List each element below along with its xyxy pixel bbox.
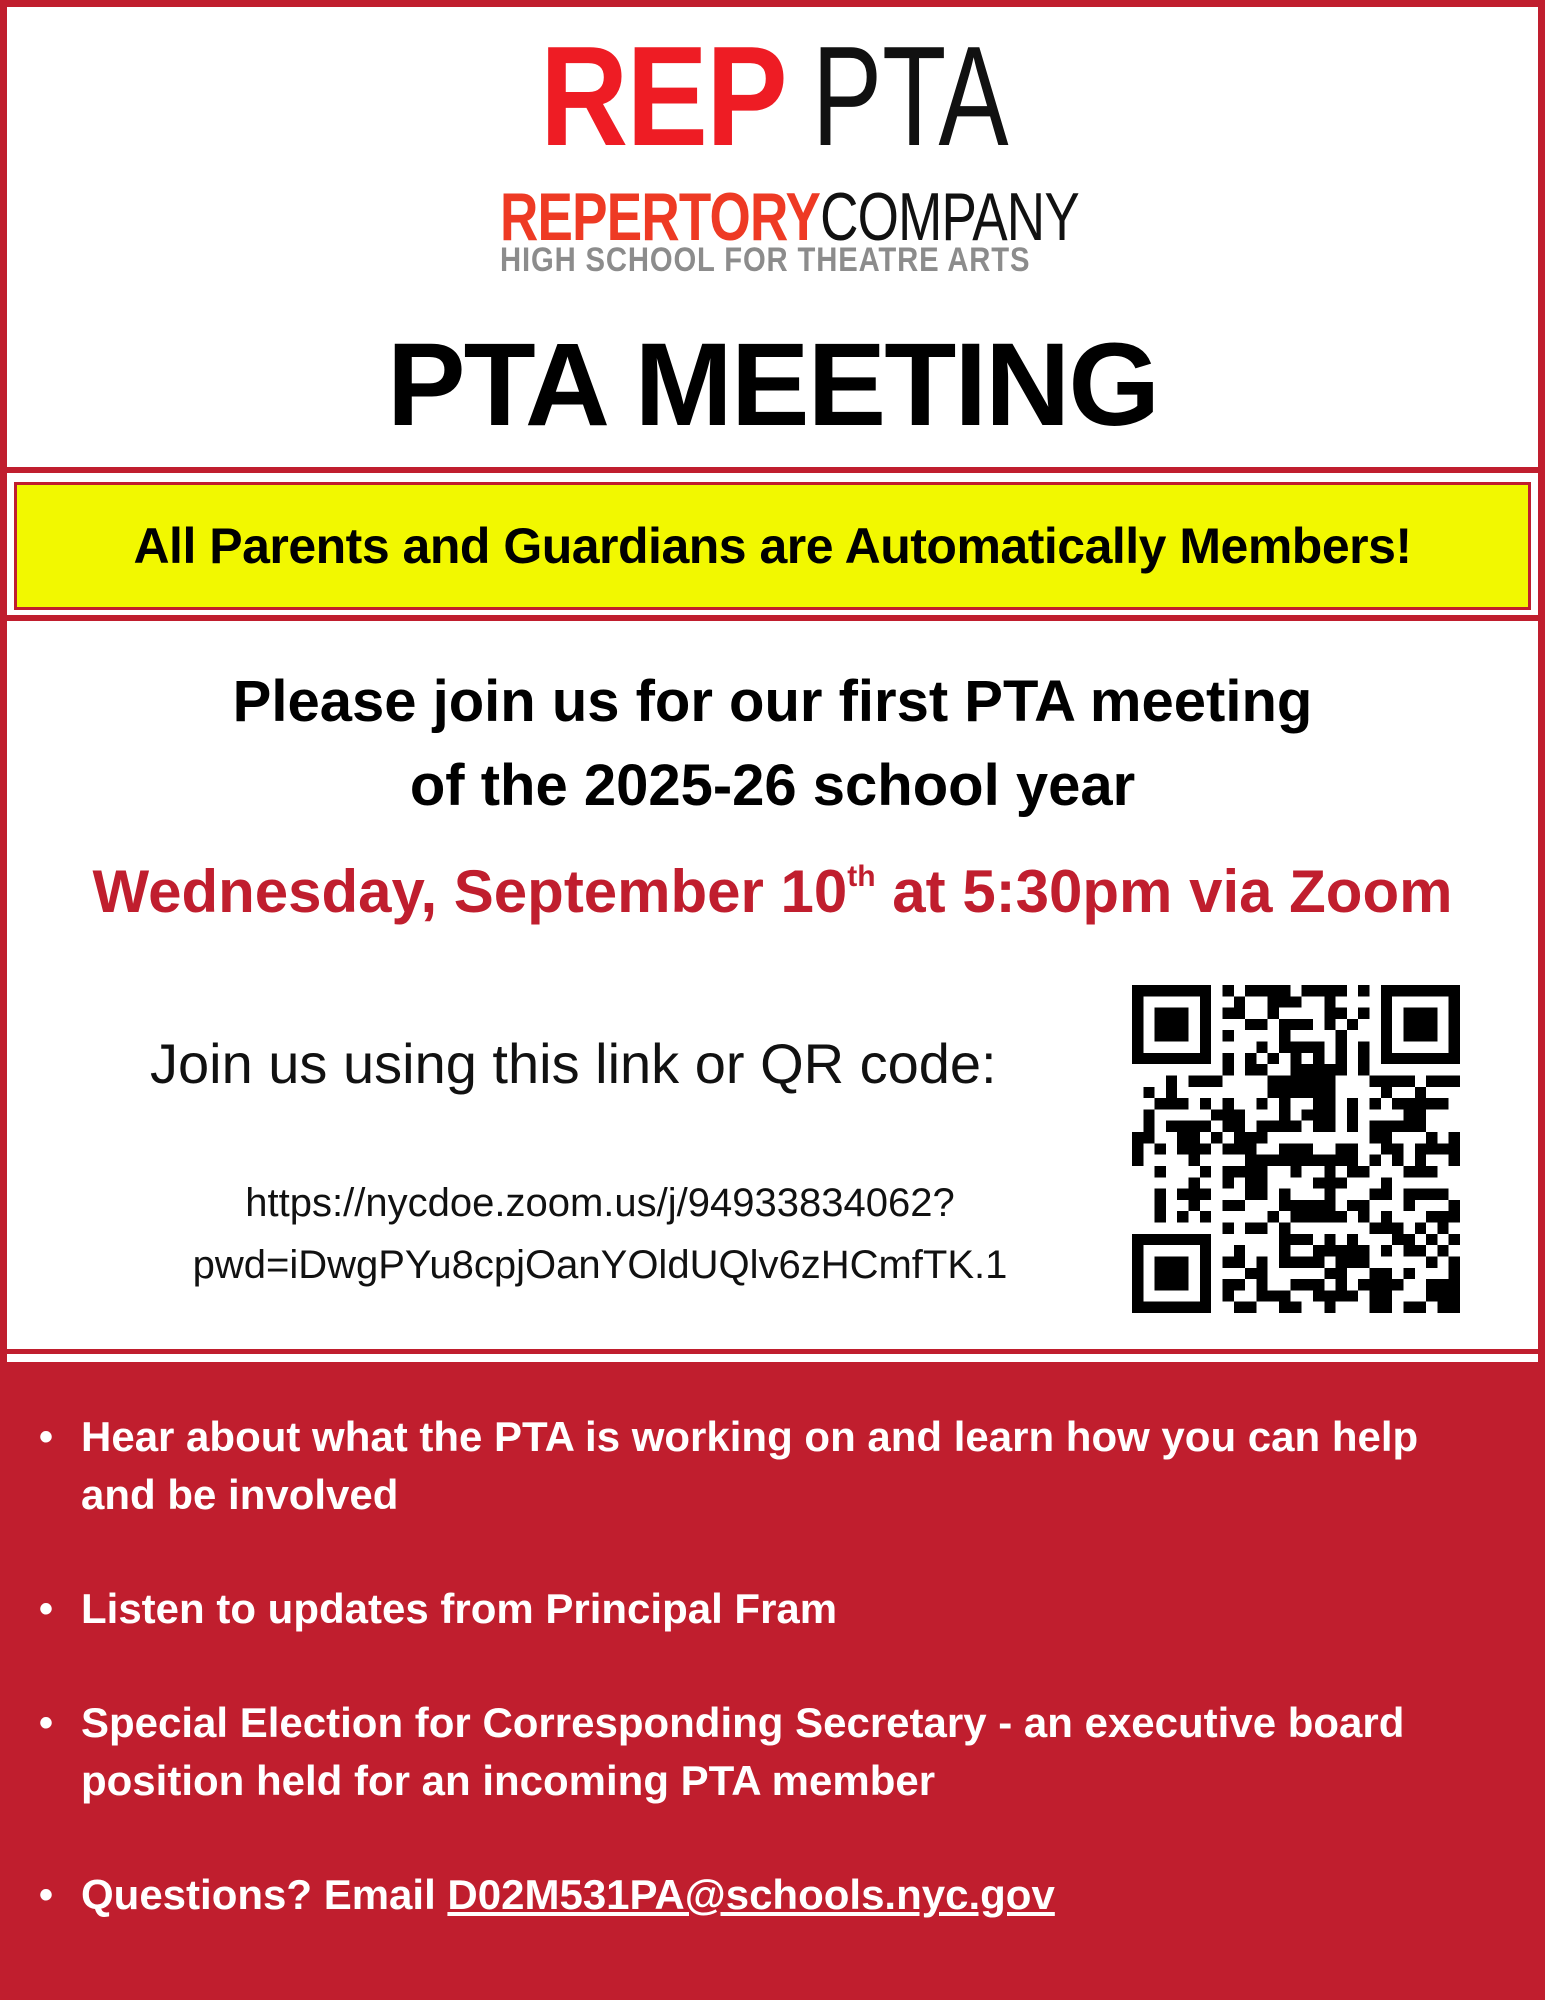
email-link[interactable]: D02M531PA@schools.nyc.gov xyxy=(447,1871,1055,1918)
list-item xyxy=(7,1694,1538,1810)
join-instructions: Join us using this link or QR code: xyxy=(150,1032,997,1095)
zoom-link-line-2[interactable]: pwd=iDwgPYu8cpjOanYOldUQlv6zHCmfTK.1 xyxy=(192,1243,1008,1287)
logo-company-word: COMPANY xyxy=(820,179,1079,255)
meeting-date-ordinal: th xyxy=(847,860,876,893)
agenda-item-text: Listen to updates from Principal Fram xyxy=(81,1585,838,1632)
membership-banner xyxy=(14,482,1531,610)
meeting-date-prefix: Wednesday, September 10 xyxy=(92,858,848,925)
meeting-date xyxy=(0,858,1545,925)
zoom-link[interactable] xyxy=(100,1172,1100,1296)
invitation-text xyxy=(0,660,1545,828)
bullet-icon: • xyxy=(39,1415,54,1459)
agenda-list xyxy=(7,1408,1538,1980)
list-item xyxy=(7,1580,1538,1638)
agenda-item-text: Special Election for Corresponding Secretary - an executive board position held for an incoming PTA member xyxy=(81,1699,1405,1804)
agenda-item-text: Hear about what the PTA is working on and learn how you can help and be involved xyxy=(81,1413,1419,1518)
logo-rep-text: REP xyxy=(540,17,786,176)
divider xyxy=(7,1349,1538,1354)
invitation-line-2: of the 2025-26 school year xyxy=(409,753,1136,818)
bullet-icon: • xyxy=(39,1587,54,1631)
questions-text: Questions? Email xyxy=(81,1871,448,1918)
logo-pta-text: PTA xyxy=(812,17,1009,176)
invitation-line-1: Please join us for our first PTA meeting xyxy=(232,669,1313,734)
membership-banner-text: All Parents and Guardians are Automatically Members! xyxy=(133,518,1412,574)
meeting-date-suffix: at 5:30pm via Zoom xyxy=(875,858,1453,925)
list-item xyxy=(7,1866,1538,1924)
bullet-icon: • xyxy=(39,1873,54,1917)
logo-repertory-word: REPERTORY xyxy=(500,179,821,255)
divider xyxy=(7,615,1538,621)
list-item xyxy=(7,1408,1538,1524)
qr-code-icon[interactable] xyxy=(1132,985,1460,1313)
logo-school-name: HIGH SCHOOL FOR THEATRE ARTS xyxy=(500,241,1031,279)
divider xyxy=(7,467,1538,473)
agenda-panel xyxy=(7,1362,1538,1993)
bullet-icon: • xyxy=(39,1701,54,1745)
page-title: PTA MEETING xyxy=(386,319,1159,451)
zoom-link-line-1[interactable]: https://nycdoe.zoom.us/j/94933834062? xyxy=(245,1181,955,1225)
